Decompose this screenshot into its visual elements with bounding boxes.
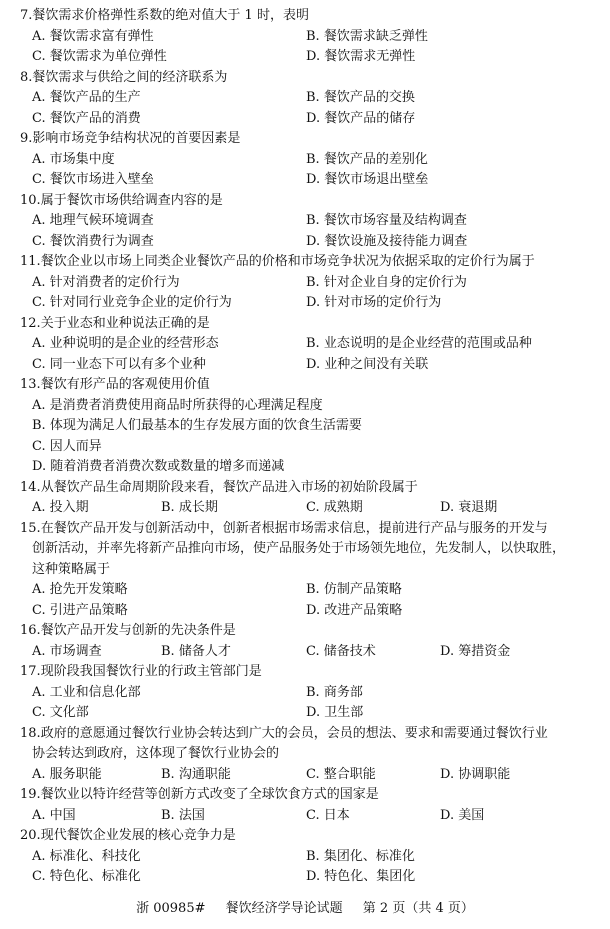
option: C. 餐饮消费行为调查 — [32, 233, 154, 249]
option-row — [20, 580, 596, 601]
option: B. 针对企业自身的定价行为 — [306, 274, 467, 290]
question-stem — [20, 519, 596, 540]
option-row — [20, 334, 596, 355]
option: B. 餐饮产品的差别化 — [306, 151, 428, 167]
question-number: 7. — [20, 8, 33, 23]
question-number: 10. — [20, 192, 41, 208]
question-text: 餐饮产品开发与创新的先决条件是 — [40, 623, 236, 638]
option-row — [20, 765, 596, 786]
question-text: 属于餐饮市场供给调查内容的是 — [40, 192, 223, 208]
question-number: 19. — [20, 787, 41, 802]
option: A. 是消费者消费使用商品时所获得的心理满足程度 — [32, 397, 323, 413]
question-stem — [20, 191, 596, 212]
question-text: 现代餐饮企业发展的核心竞争力是 — [40, 828, 236, 843]
option-row — [20, 150, 596, 171]
option-row — [20, 683, 596, 704]
option: A. 服务职能 — [32, 766, 102, 782]
option: D. 针对市场的定价行为 — [306, 295, 442, 310]
question-stem — [20, 314, 596, 335]
question-number: 14. — [20, 479, 41, 495]
question-text-continued — [20, 560, 596, 581]
option: C. 成熟期 — [306, 500, 363, 515]
option: A. 地理气候环境调查 — [32, 213, 154, 228]
option: C. 文化部 — [32, 705, 89, 720]
option-row — [20, 88, 596, 109]
question-stem — [20, 129, 596, 150]
option: C. 针对同行业竞争企业的定价行为 — [32, 295, 232, 310]
option-row — [20, 416, 596, 437]
question-number: 20. — [20, 828, 41, 843]
option: D. 衰退期 — [440, 500, 498, 515]
option: C. 引进产品策略 — [32, 602, 128, 618]
option-row — [20, 109, 596, 130]
option-row — [20, 498, 596, 519]
question-text: 在餐饮产品开发与创新活动中，创新者根据市场需求信息，提前进行产品与服务的开发与 — [40, 520, 548, 536]
option: C. 餐饮需求为单位弹性 — [32, 49, 167, 64]
option: D. 改进产品策略 — [306, 602, 403, 618]
option: B. 储备人才 — [161, 643, 231, 659]
option-row — [20, 232, 596, 253]
option-row — [20, 867, 596, 888]
option: D. 业种之间没有关联 — [306, 356, 429, 372]
option-row — [20, 642, 596, 663]
option: B. 业态说明的是企业经营的范围或品种 — [306, 336, 532, 351]
option: B. 餐饮产品的交换 — [306, 90, 415, 105]
question-stem — [20, 478, 596, 499]
question-text-continued — [20, 744, 596, 765]
question-text: 从餐饮产品生命周期阶段来看，餐饮产品进入市场的初始阶段属于 — [40, 479, 418, 495]
option: C. 日本 — [306, 807, 350, 823]
option: A. 针对消费者的定价行为 — [32, 274, 180, 290]
option: B. 法国 — [161, 807, 205, 823]
option: C. 特色化、标准化 — [32, 869, 141, 884]
option: B. 餐饮市场容量及结构调查 — [306, 213, 467, 228]
option: B. 集团化、标准化 — [306, 848, 415, 864]
exam-code: 浙 00985# — [136, 901, 206, 916]
option: C. 餐饮市场进入壁垒 — [32, 172, 154, 187]
option: B. 商务部 — [306, 684, 363, 700]
option: A. 投入期 — [32, 500, 89, 515]
question-number: 12. — [20, 315, 41, 331]
question-number: 16. — [20, 623, 41, 638]
option-row — [20, 457, 596, 478]
question-number: 17. — [20, 664, 41, 679]
option-row — [20, 27, 596, 48]
option: C. 储备技术 — [306, 643, 376, 659]
option: D. 筹措资金 — [440, 643, 511, 659]
question-number: 15. — [20, 520, 41, 536]
question-stem — [20, 826, 596, 847]
page-number: 第 2 页（共 4 页） — [362, 901, 474, 916]
question-text: 餐饮企业以市场上同类企业餐饮产品的价格和市场竞争状况为依据采取的定价行为属于 — [40, 254, 535, 269]
option: A. 中国 — [32, 807, 76, 823]
question-text: 餐饮业以特许经营等创新方式改变了全球饮食方式的国家是 — [40, 787, 379, 802]
question-stem — [20, 375, 596, 396]
option-row — [20, 437, 596, 458]
option-row — [20, 273, 596, 294]
question-stem — [20, 724, 596, 745]
option: D. 餐饮产品的储存 — [306, 110, 416, 126]
option: A. 抢先开发策略 — [32, 582, 128, 597]
option: B. 沟通职能 — [161, 766, 231, 782]
option-row — [20, 47, 596, 68]
option-row — [20, 703, 596, 724]
question-stem — [20, 621, 596, 642]
option: D. 餐饮设施及接待能力调查 — [306, 233, 468, 249]
question-text: 关于业态和业种说法正确的是 — [40, 315, 210, 331]
option: C. 整合职能 — [306, 766, 376, 782]
option: B. 餐饮需求缺乏弹性 — [306, 28, 428, 44]
question-stem — [20, 68, 596, 89]
option-row — [20, 396, 596, 417]
option: C. 同一业态下可以有多个业种 — [32, 356, 206, 372]
option: D. 卫生部 — [306, 705, 364, 720]
option-row — [20, 806, 596, 827]
option-row — [20, 170, 596, 191]
option: A. 市场集中度 — [32, 151, 115, 167]
option: D. 随着消费者消费次数或数量的增多而递减 — [32, 459, 285, 474]
option-row — [20, 211, 596, 232]
question-text: 政府的意愿通过餐饮行业协会转达到广大的会员，会员的想法、要求和需要通过餐饮行业 — [40, 725, 548, 741]
option: D. 餐饮需求无弹性 — [306, 49, 416, 64]
option: D. 特色化、集团化 — [306, 869, 416, 884]
question-number: 9. — [20, 131, 33, 146]
option: A. 标准化、科技化 — [32, 848, 141, 864]
question-text: 现阶段我国餐饮行业的行政主管部门是 — [40, 664, 262, 679]
question-text: 影响市场竞争结构状况的首要因素是 — [32, 131, 241, 146]
question-stem — [20, 785, 596, 806]
question-text-line: 协会转达到政府，这体现了餐饮行业协会的 — [32, 746, 280, 761]
question-number: 18. — [20, 725, 41, 741]
question-number: 11. — [20, 254, 41, 269]
question-list — [20, 6, 596, 888]
option-row — [20, 847, 596, 868]
question-text: 餐饮需求与供给之间的经济联系为 — [32, 69, 228, 85]
question-stem — [20, 6, 596, 27]
question-number: 8. — [20, 69, 33, 85]
option: D. 美国 — [440, 807, 485, 823]
option: D. 餐饮市场退出壁垒 — [306, 172, 429, 187]
option: B. 成长期 — [161, 500, 218, 515]
option: A. 业种说明的是企业的经营形态 — [32, 336, 219, 351]
option-row — [20, 601, 596, 622]
question-text: 餐饮有形产品的客观使用价值 — [40, 377, 210, 392]
option: B. 仿制产品策略 — [306, 582, 402, 597]
exam-title: 餐饮经济学导论试题 — [225, 901, 343, 916]
option-row — [20, 293, 596, 314]
option: C. 餐饮产品的消费 — [32, 110, 141, 126]
question-stem — [20, 252, 596, 273]
option: C. 因人而异 — [32, 438, 102, 454]
question-text-continued — [20, 539, 596, 560]
question-text: 餐饮需求价格弹性系数的绝对值大于 1 时，表明 — [32, 8, 309, 23]
question-text-line: 这种策略属于 — [32, 561, 111, 577]
option: A. 市场调查 — [32, 643, 102, 659]
option: A. 工业和信息化部 — [32, 684, 141, 700]
option-row — [20, 355, 596, 376]
option: A. 餐饮产品的生产 — [32, 90, 141, 105]
question-stem — [20, 662, 596, 683]
option: D. 协调职能 — [440, 766, 511, 782]
question-number: 13. — [20, 377, 41, 392]
page-footer — [0, 900, 610, 918]
option: B. 体现为满足人们最基本的生存发展方面的饮食生活需要 — [32, 418, 362, 433]
question-text-line: 创新活动，并率先将新产品推向市场，使产品服务处于市场领先地位，先发制人，以快取胜， — [32, 541, 566, 556]
option: A. 餐饮需求富有弹性 — [32, 28, 154, 44]
